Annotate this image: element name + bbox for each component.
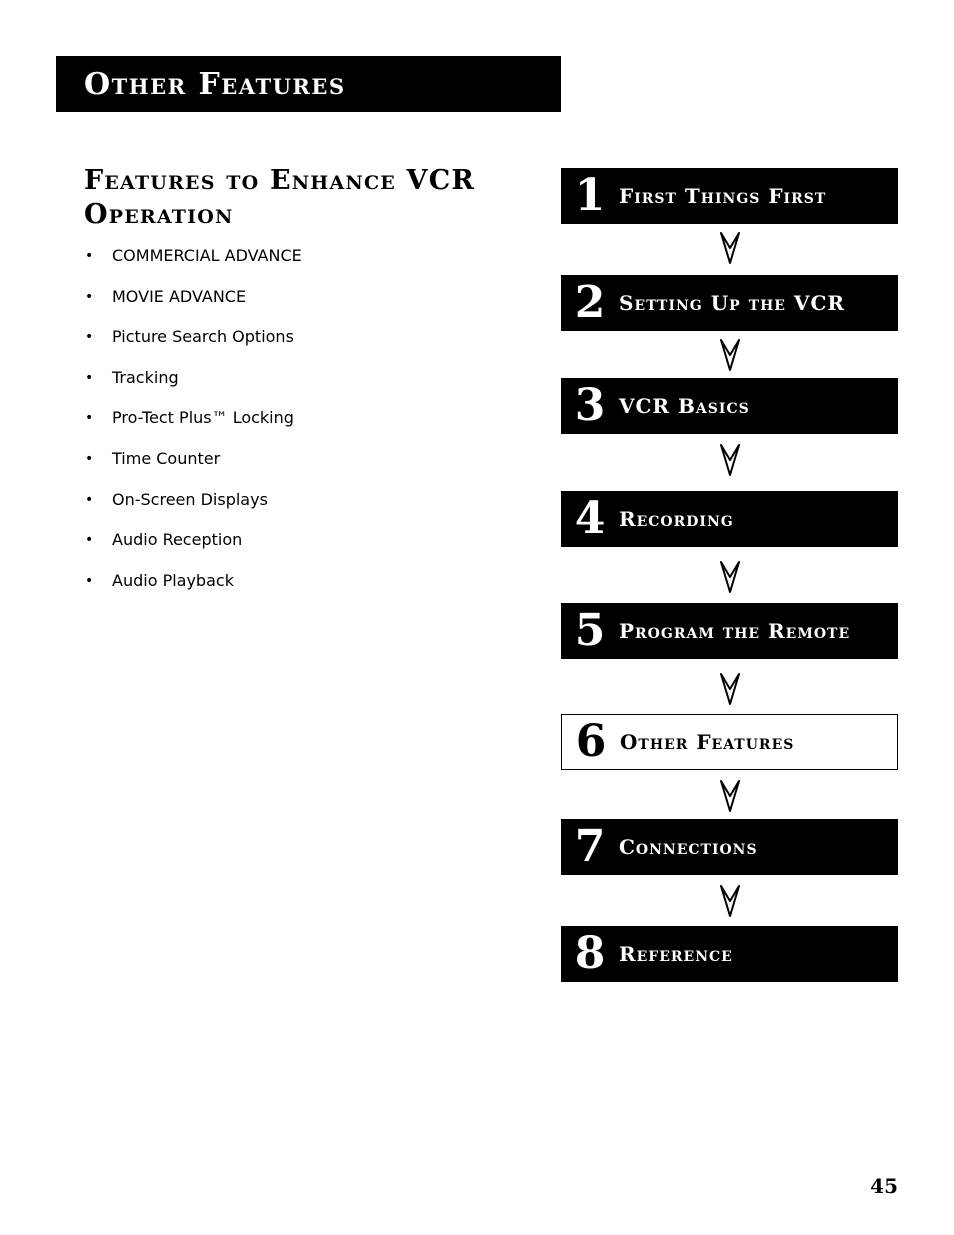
step-other-features[interactable] — [561, 714, 898, 770]
step-first-things-first[interactable] — [561, 168, 898, 224]
step-label: Other Features — [620, 730, 795, 754]
feature-item: • COMMERCIAL ADVANCE — [84, 245, 302, 286]
down-arrow-icon — [720, 779, 740, 813]
step-label: Recording — [619, 507, 734, 531]
feature-list — [84, 245, 302, 610]
step-recording[interactable] — [561, 491, 898, 547]
step-reference[interactable] — [561, 926, 898, 982]
step-label: Connections — [619, 835, 758, 859]
down-arrow-icon — [720, 672, 740, 706]
step-number: 3 — [574, 380, 606, 431]
chapter-title: Other Features — [84, 66, 346, 102]
step-setting-up-the-vcr[interactable] — [561, 275, 898, 331]
section-title: Features to Enhance VCR Operation — [84, 165, 476, 230]
step-number: 2 — [574, 277, 606, 328]
down-arrow-icon — [720, 560, 740, 594]
step-number: 4 — [574, 493, 606, 544]
step-label: First Things First — [619, 184, 827, 208]
feature-item: • Tracking — [84, 367, 302, 408]
feature-item: • Audio Reception — [84, 529, 302, 570]
down-arrow-icon — [720, 884, 740, 918]
step-number: 8 — [574, 928, 606, 979]
feature-item: • Pro-Tect Plus™ Locking — [84, 407, 302, 448]
step-label: VCR Basics — [619, 394, 750, 418]
feature-item: • Audio Playback — [84, 570, 302, 611]
chapter-header-bar — [56, 56, 561, 112]
step-label: Program the Remote — [619, 619, 851, 643]
down-arrow-icon — [720, 231, 740, 265]
step-number: 7 — [574, 821, 606, 872]
step-number: 5 — [574, 605, 606, 656]
step-number: 6 — [575, 716, 607, 767]
page-number: 45 — [870, 1174, 898, 1198]
step-label: Reference — [619, 942, 733, 966]
step-vcr-basics[interactable] — [561, 378, 898, 434]
feature-item: • Time Counter — [84, 448, 302, 489]
feature-item: • MOVIE ADVANCE — [84, 286, 302, 327]
step-program-the-remote[interactable] — [561, 603, 898, 659]
step-label: Setting Up the VCR — [619, 291, 845, 315]
step-connections[interactable] — [561, 819, 898, 875]
step-number: 1 — [574, 170, 606, 221]
feature-item: • On-Screen Displays — [84, 489, 302, 530]
down-arrow-icon — [720, 443, 740, 477]
feature-item: • Picture Search Options — [84, 326, 302, 367]
down-arrow-icon — [720, 338, 740, 372]
chapter-navigation — [561, 0, 898, 1235]
